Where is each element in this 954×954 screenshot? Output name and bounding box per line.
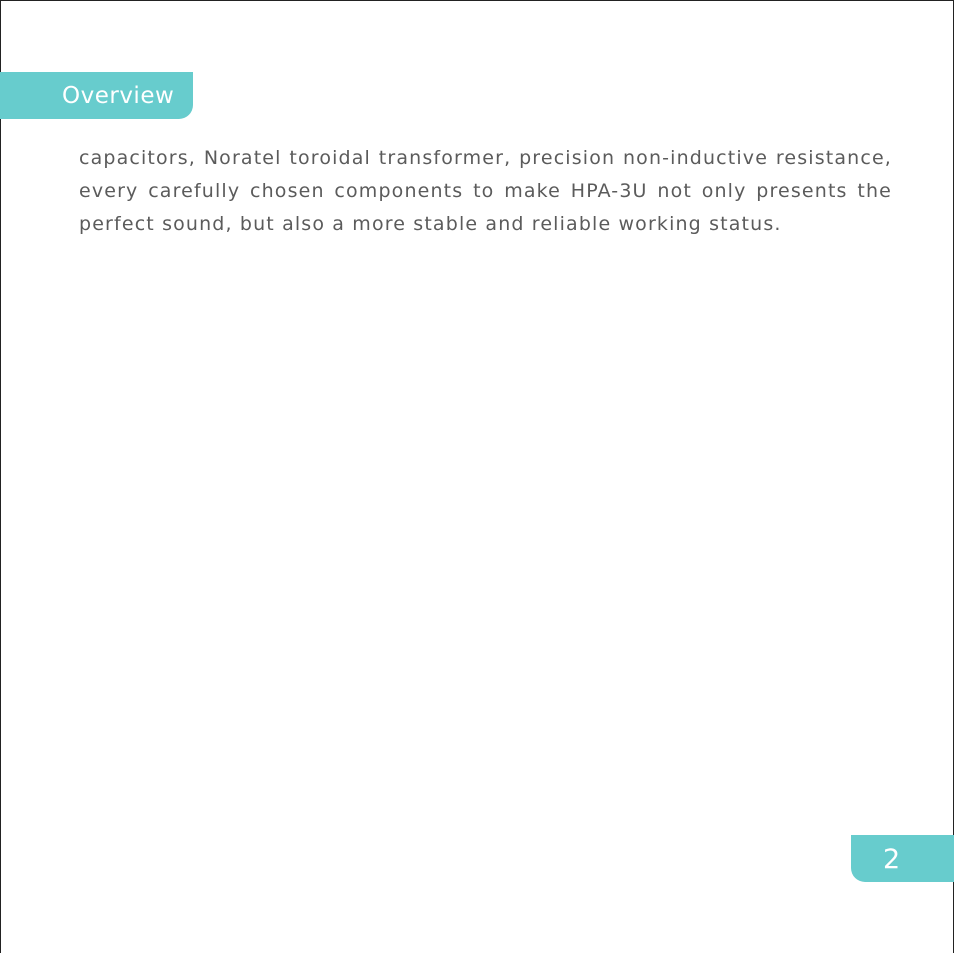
section-tab	[0, 72, 193, 119]
body-paragraph: capacitors, Noratel toroidal transformer, precision non-inductive resistance, every carefully chosen components to make HPA-3U not only presents the perfect sound, but also a more stable and reliable working status.	[79, 147, 892, 235]
section-title: Overview	[62, 83, 175, 109]
page-number: 2	[883, 844, 901, 875]
page-number-tab	[851, 835, 954, 882]
